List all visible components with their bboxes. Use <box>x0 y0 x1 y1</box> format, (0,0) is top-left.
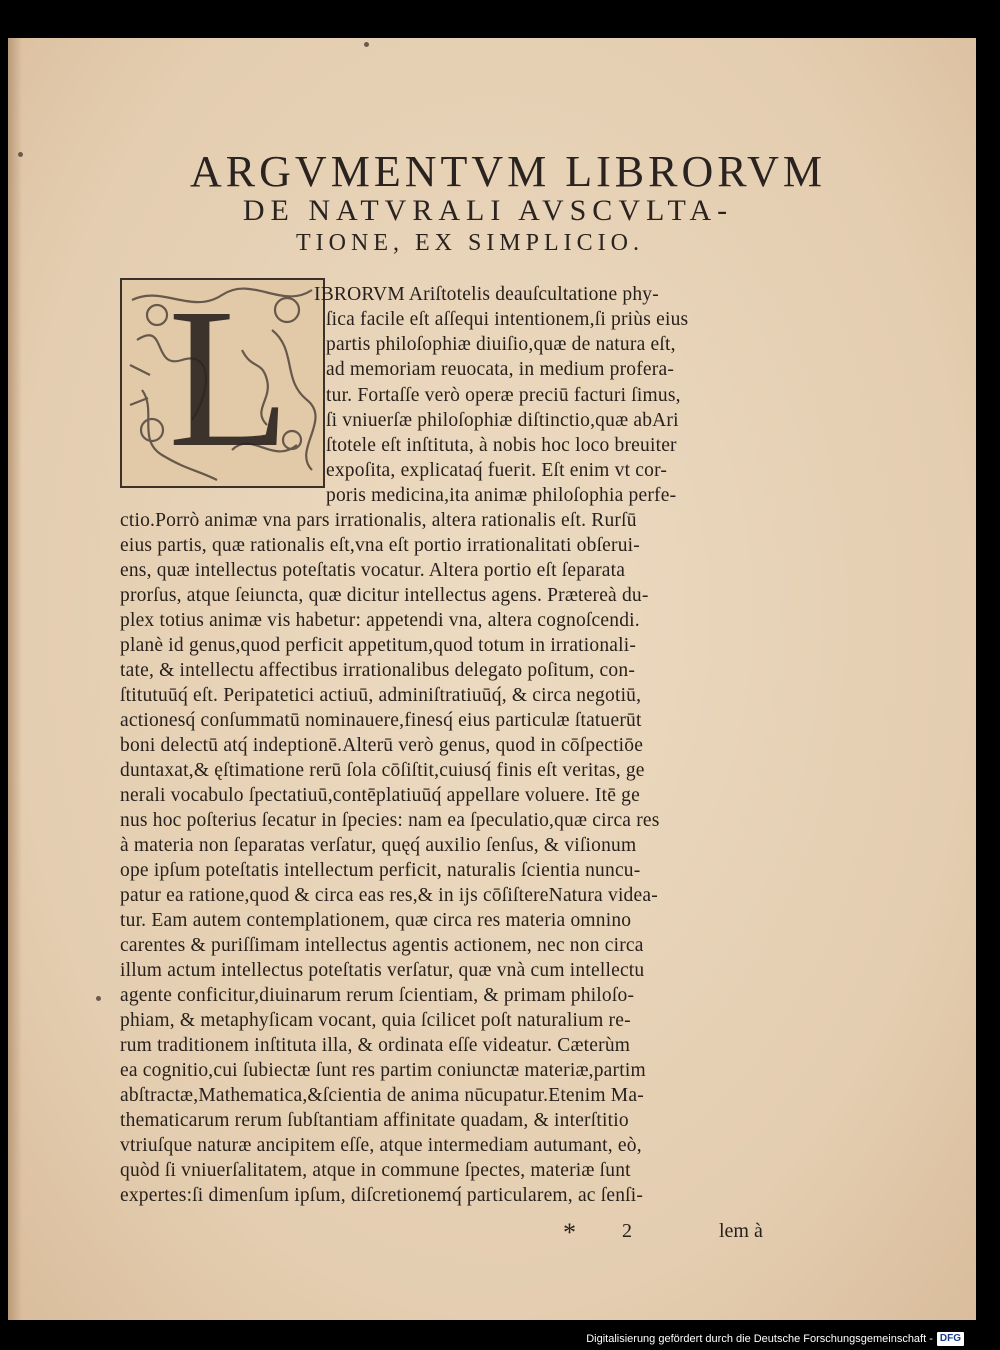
text-line: agente conficitur,diuinarum rerum ſcientiam, & primam philoſo- <box>120 985 635 1006</box>
text-line: ſtotele eſt inſtituta, à nobis hoc loco breuiter <box>326 435 677 456</box>
text-line: prorſus, atque ſeiuncta, quæ dicitur intellectus agens. Prætereà du- <box>120 585 649 606</box>
text-line: tate, & intellectu affectibus irrationalibus delegato poſitum, con- <box>120 660 636 681</box>
catchword: lem à <box>719 1220 763 1242</box>
title-line-1: ARGVMENTVM LIBRORVM <box>190 147 826 196</box>
text-line: tur. Fortaſſe verò operæ preciū facturi ſimus, <box>326 385 681 406</box>
text-line: thematicarum rerum ſubſtantiam affinitate quadam, & interſtitio <box>120 1110 629 1131</box>
text-line: illum actum intellectus poteſtatis verſatur, quæ vnà cum intellectu <box>120 960 645 981</box>
text-line: patur ea ratione,quod & circa eas res,& in ijs cōſiſtereNatura videa- <box>120 885 658 906</box>
text-line: plex totius animæ vis habetur: appetendi vna, altera cognoſcendi. <box>120 610 640 631</box>
text-line: carentes & puriſſimam intellectus agentis actionem, nec non circa <box>120 935 644 956</box>
text-line: phiam, & metaphyſicam vocant, quia ſcilicet poſt naturalium re- <box>120 1010 631 1031</box>
digitization-footer <box>586 1332 964 1346</box>
text-line: duntaxat,& ęſtimatione rerū ſola cōſiſtit,cuiusq́ finis eſt veritas, ge <box>120 760 645 781</box>
signature-mark: * <box>563 1218 576 1247</box>
text-line: eius partis, quæ rationalis eſt,vna eſt portio irrationalitati obſerui- <box>120 535 640 556</box>
text-line: expertes:ſi dimenſum ipſum, diſcretionemq́ particularem, ac ſenſi- <box>120 1185 644 1206</box>
title-line-2: DE NATVRALI AVSCVLTA- <box>242 194 734 227</box>
text-line: poris medicina,ita animæ philoſophia perfe- <box>326 485 677 506</box>
text-line: boni delectū atq́ indeptionē.Alterū verò genus, quod in cōſpectiōe <box>120 735 644 756</box>
text-line: ea cognitio,cui ſubiectæ ſunt res partim coniunctæ materiæ,partim <box>120 1060 646 1081</box>
text-line: ſica facile eſt aſſequi intentionem,ſi priùs eius <box>326 309 689 330</box>
text-line: ad memoriam reuocata, in medium profera- <box>326 359 675 380</box>
signature-number: 2 <box>622 1220 632 1242</box>
text-line: à materia non ſeparatas verſatur, quęq́ auxilio ſenſus, & viſionum <box>120 835 637 856</box>
text-line: tur. Eam autem contemplationem, quæ circa res materia omnino <box>120 910 632 931</box>
text-line: ſi vniuerſæ philoſophiæ diſtinctio,quæ abAri <box>326 410 679 431</box>
body-text <box>8 38 976 1320</box>
initial-letter: L <box>168 268 291 489</box>
footer-text: Digitalisierung gefördert durch die Deutsche Forschungsgemeinschaft - <box>586 1333 933 1345</box>
text-line: nerali vocabulo ſpectatiuū,contēplatiuūq́ appellare voluere. Itē ge <box>120 785 640 806</box>
text-line: actionesq́ conſummatū nominauere,finesq́ eius particulæ ſtatuerūt <box>120 710 642 731</box>
text-line: partis philoſophiæ diuiſio,quæ de natura eſt, <box>326 334 676 355</box>
text-line: ens, quæ intellectus poteſtatis vocatur. Altera portio eſt ſeparata <box>120 560 626 581</box>
text-line: ope ipſum poteſtatis intellectum perficit, naturalis ſcientia nuncu- <box>120 860 641 881</box>
book-page <box>8 38 976 1320</box>
text-line: abſtractæ,Mathematica,&ſcientia de anima nūcupatur.Etenim Ma- <box>120 1085 644 1106</box>
text-line: expoſita, explicataq́ fuerit. Eſt enim vt cor- <box>326 460 668 481</box>
text-line: planè id genus,quod perficit appetitum,quod totum in irrationali- <box>120 635 637 656</box>
text-line: rum traditionem inſtituta illa, & ordinata eſſe videatur. Cæterùm <box>120 1035 631 1056</box>
text-line: ctio.Porrò animæ vna pars irrationalis, altera rationalis eſt. Rurſū <box>120 510 637 531</box>
text-line: vtriuſque naturæ ancipitem eſſe, atque intermediam autumant, eò, <box>120 1135 642 1156</box>
dfg-logo: DFG <box>937 1332 964 1346</box>
text-line: IBRORVM Ariſtotelis deauſcultatione phy- <box>314 284 659 305</box>
title-line-3: TIONE, EX SIMPLICIO. <box>296 230 644 256</box>
text-line: nus hoc poſterius ſecatur in ſpecies: nam ea ſpeculatio,quæ circa res <box>120 810 660 831</box>
text-line: quòd ſi vniuerſalitatem, atque in commune ſpectes, materiæ ſunt <box>120 1160 631 1181</box>
text-line: ſtitutuūq́ eſt. Peripatetici actiuū, adminiſtratiuūq́, & circa negotiū, <box>120 685 642 706</box>
